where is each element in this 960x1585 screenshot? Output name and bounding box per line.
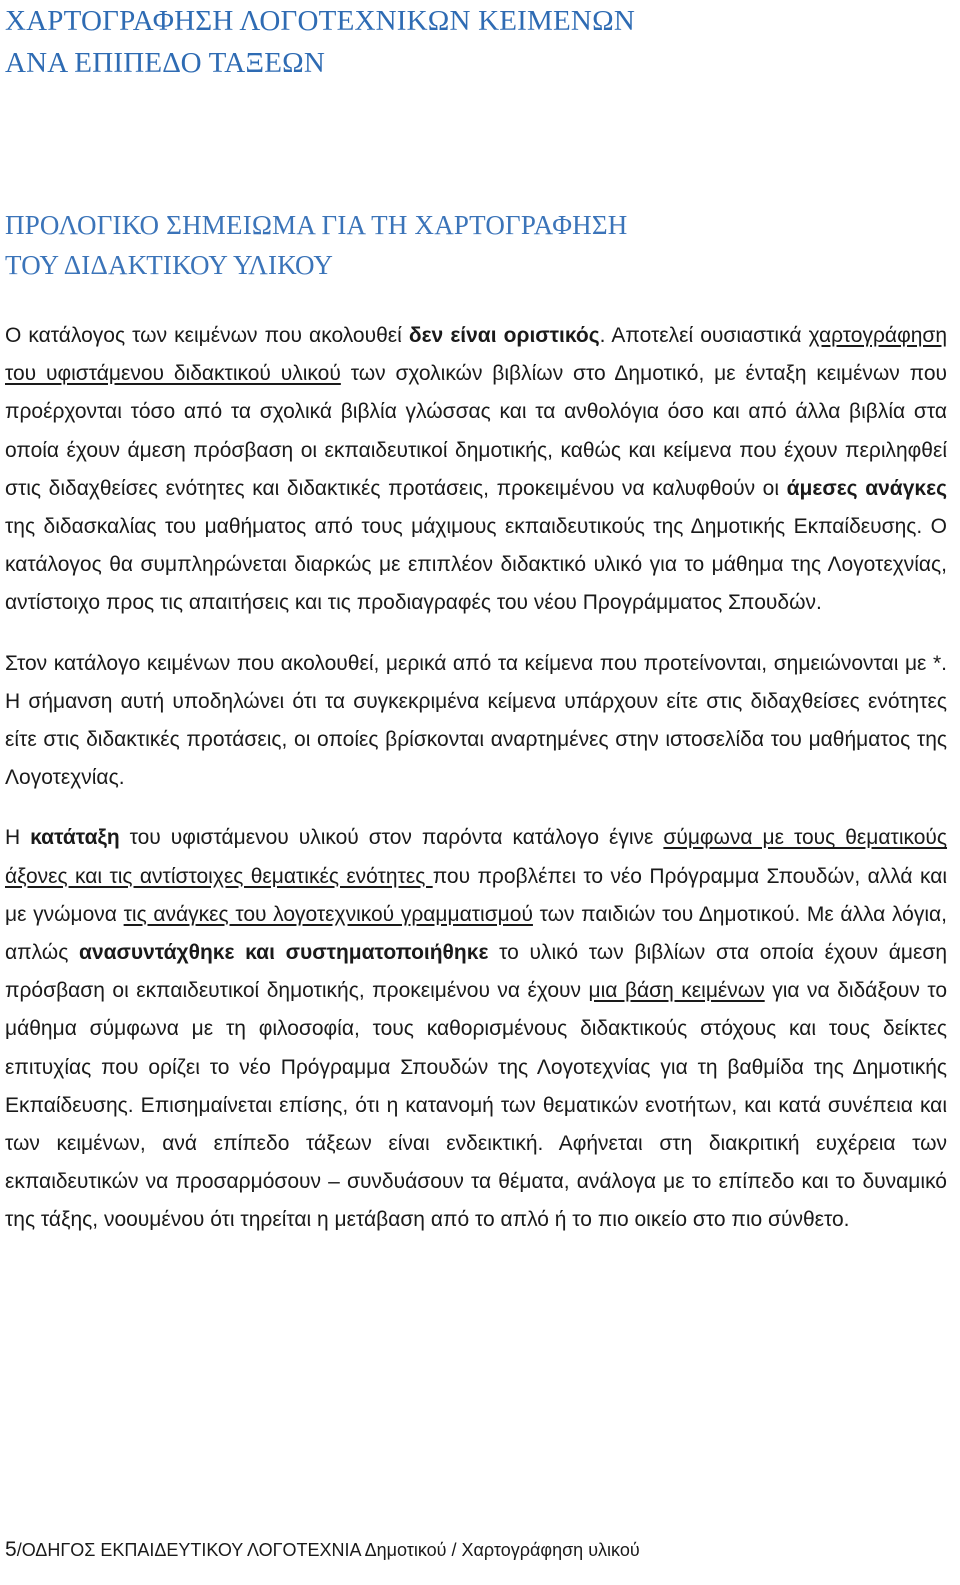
paragraph-intro-bold-needs: άμεσες ανάγκες	[786, 476, 947, 500]
paragraph-intro-bold-not-final: δεν είναι οριστικός	[408, 324, 600, 347]
paragraph-classification-underline-text-base: μια βάση κειμένων	[588, 979, 765, 1003]
paragraph-intro-text-1: Ο κατάλογος των κειμένων που ακολουθεί	[5, 324, 409, 347]
paragraph-classification-text-1: Η	[5, 826, 31, 850]
section-heading	[5, 205, 947, 285]
paragraph-asterisk-note	[5, 645, 947, 798]
document-title	[5, 0, 947, 84]
document-title-line-2: ΑΝΑ ΕΠΙΠΕΔΟ ΤΑΞΕΩΝ	[5, 47, 326, 79]
paragraph-classification-underline-literacy: τις ανάγκες του λογοτεχνικού γραμματισμού	[123, 902, 533, 926]
paragraph-classification-bold-reorganized: ανασυντάχθηκε και συστηματοποιήθηκε	[79, 941, 489, 965]
paragraph-intro	[5, 317, 947, 623]
page-number: 5	[5, 1538, 17, 1561]
paragraph-classification-bold-classification: κατάταξη	[30, 826, 120, 850]
paragraph-classification-text-2: του υφιστάμενου υλικού στον παρόντα κατάλογο έγινε	[119, 826, 664, 850]
paragraph-classification-text-5: το υλικό των βιβλίων στα οποία έχουν άμεση πρόσβαση οι εκπαιδευτικοί δημοτικής, προκειμένου να έχουν	[5, 941, 948, 1003]
footer-text: /ΟΔΗΓΟΣ ΕΚΠΑΙΔΕΥΤΙΚΟΥ ΛΟΓΟΤΕΧΝΙΑ Δημοτικού / Χαρτογράφηση υλικού	[16, 1540, 640, 1560]
document-title-line-1: ΧΑΡΤΟΓΡΑΦΗΣΗ ΛΟΓΟΤΕΧΝΙΚΩΝ ΚΕΙΜΕΝΩΝ	[5, 5, 635, 37]
paragraph-asterisk-note-text: Στον κατάλογο κειμένων που ακολουθεί, μερικά από τα κείμενα που προτείνονται, σημειώνονται με *. Η σήμανση αυτή υποδηλώνει ότι τα συγκεκριμένα κείμενα υπάρχουν είτε στις διδαχθείσες ενότητες είτε στις διδακτικές προτάσεις, οι οποίες βρίσκονται αναρτημένες στην ιστοσελίδα του μαθήματος της Λογοτεχνίας.	[5, 651, 947, 790]
section-heading-line-1: ΠΡΟΛΟΓΙΚΟ ΣΗΜΕΙΩΜΑ ΓΙΑ ΤΗ ΧΑΡΤΟΓΡΑΦΗΣΗ	[5, 210, 628, 240]
paragraph-intro-text-2: . Αποτελεί ουσιαστικά	[599, 324, 809, 347]
paragraph-intro-text-3: των σχολικών βιβλίων στο Δημοτικό, με ένταξη κειμένων που προέρχονται τόσο από τα σχολικά βιβλία γλώσσας και τα ανθολόγια όσο και από άλλα βιβλία στα οποία έχουν άμεση πρόσβαση οι εκπαιδευτικοί δημοτικής, καθώς και κείμενα που έχουν περιληφθεί στις διδαχθείσες ενότητες και διδακτικές προτάσεις, προκειμένου να καλυφθούν οι	[5, 362, 947, 500]
page-footer	[5, 1538, 640, 1562]
paragraph-classification-text-4: των παιδιών του Δημοτικού. Με άλλα λόγια, απλώς	[5, 902, 947, 965]
document-page	[5, 0, 947, 1240]
paragraph-classification	[5, 819, 947, 1239]
paragraph-intro-text-4: της διδασκαλίας του μαθήματος από τους μάχιμους εκπαιδευτικούς της Δημοτικής Εκπαίδευσης. Ο κατάλογος θα συμπληρώνεται διαρκώς με επιπλέον διδακτικό υλικό για το μάθημα της Λογοτεχνίας, αντίστοιχο προς τις απαιτήσεις και τις προδιαγραφές του νέου Προγράμματος Σπουδών.	[5, 515, 947, 615]
paragraph-intro-underline-mapping: χαρτογράφηση του υφιστάμενου διδακτικού υλικού	[5, 324, 948, 386]
paragraph-classification-text-3: που προβλέπει το νέο Πρόγραμμα Σπουδών, αλλά και με γνώμονα	[5, 864, 947, 926]
paragraph-classification-underline-axes: σύμφωνα με τους θεματικούς άξονες και τις αντίστοιχες θεματικές ενότητες	[5, 826, 948, 888]
section-heading-line-2: ΤΟΥ ΔΙΔΑΚΤΙΚΟΥ ΥΛΙΚΟΥ	[5, 250, 334, 280]
paragraph-classification-text-6: για να διδάξουν το μάθημα σύμφωνα με τη φιλοσοφία, τους καθορισμένους διδακτικούς στόχους και τους δείκτες επιτυχίας που ορίζει το νέο Πρόγραμμα Σπουδών της Λογοτεχνίας για τη βαθμίδα της Δημοτικής Εκπαίδευσης. Επισημαίνεται επίσης, ότι η κατανομή των θεματικών ενοτήτων, και κατά συνέπεια και των κειμένων, ανά επίπεδο τάξεων είναι ενδεικτική. Αφήνεται στη διακριτική ευχέρεια των εκπαιδευτικών να προσαρμόσουν – συνδυάσουν τα θέματα, ανάλογα με το επίπεδο και το δυναμικό της τάξης, νοουμένου ότι τηρείται η μετάβαση από το απλό ή το πιο οικείο στο πιο σύνθετο.	[5, 979, 948, 1232]
